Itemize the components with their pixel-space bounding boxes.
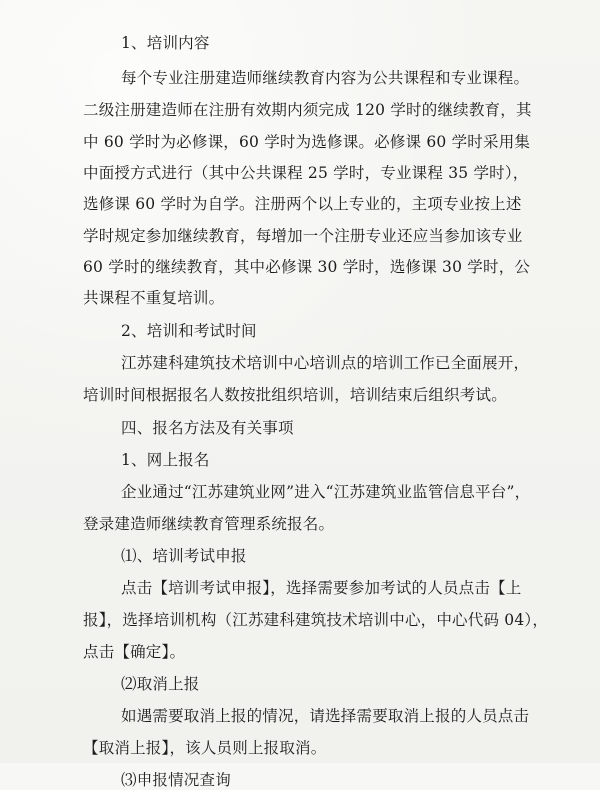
paragraph-line: 培训时间根据报名人数按批组织培训，培训结束后组织考试。 [83, 386, 507, 404]
section-heading-registration: 四、报名方法及有关事项 [121, 419, 294, 437]
paragraph-line: 选修课 60 学时为自学。注册两个以上专业的，主项专业按上述 [83, 195, 522, 213]
paragraph-line: 报】，选择培训机构（江苏建科建筑技术培训中心，中心代码 04）， [83, 611, 549, 629]
paragraph-line: 60 学时的继续教育，其中必修课 30 学时，选修课 30 学时，公 [83, 258, 531, 276]
paragraph-line: 如遇需要取消上报的情况，请选择需要取消上报的人员点击 [121, 707, 530, 725]
section-heading-training-content: 1、培训内容 [121, 34, 210, 52]
step-heading-cancel-submission: ⑵取消上报 [121, 675, 200, 693]
paragraph-line: 点击【确定】。 [83, 643, 186, 661]
paragraph-line: 点击【培训考试申报】，选择需要参加考试的人员点击【上 [121, 579, 522, 597]
paragraph-line: 共课程不重复培训。 [83, 289, 225, 307]
paragraph-line: 中 60 学时为必修课，60 学时为选修课。必修课 60 学时采用集 [83, 133, 531, 151]
paragraph-line: 【取消上报】，该人员则上报取消。 [83, 739, 327, 757]
paragraph-line: 二级注册建造师在注册有效期内须完成 120 学时的继续教育，其 [83, 101, 532, 119]
paragraph-line: 每个专业注册建造师继续教育内容为公共课程和专业课程。 [121, 69, 530, 87]
section-heading-training-exam-time: 2、培训和考试时间 [121, 322, 257, 340]
paragraph-line: 登录建造师继续教育管理系统报名。 [83, 515, 335, 533]
step-heading-exam-declaration: ⑴、培训考试申报 [121, 547, 247, 565]
paragraph-line: 中面授方式进行（其中公共课程 25 学时，专业课程 35 学时）， [83, 164, 529, 182]
paragraph-line: 江苏建科建筑技术培训中心培训点的培训工作已全面展开， [121, 354, 530, 372]
subsection-heading-online-registration: 1、网上报名 [121, 451, 210, 469]
paragraph-line: 企业通过“江苏建筑业网”进入“江苏建筑业监管信息平台”， [121, 483, 531, 501]
paragraph-line: 学时规定参加继续教育，每增加一个注册专业还应当参加该专业 [83, 227, 523, 245]
step-heading-status-query: ⑶申报情况查询 [121, 771, 231, 789]
